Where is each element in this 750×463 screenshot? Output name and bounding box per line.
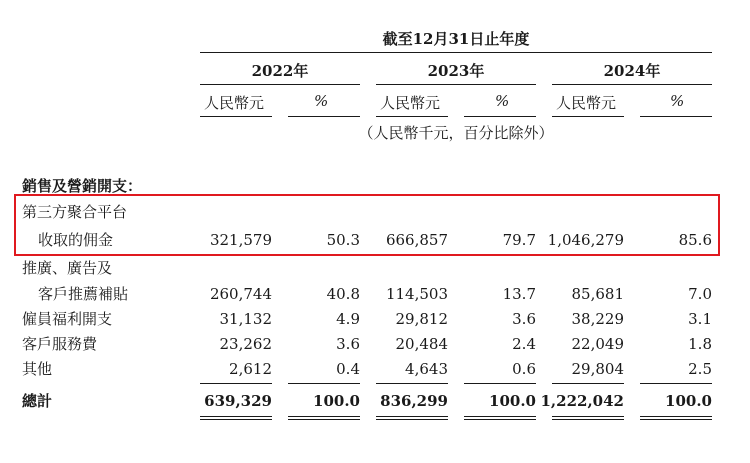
total-double-rule [552,419,624,420]
total-double-rule [200,419,272,420]
pct-2024: 2.5 [688,360,712,378]
pct-2023: 2.4 [512,335,536,353]
value-2022: 2,612 [229,360,272,378]
value-2023: 114,503 [385,285,448,303]
subtotal-rule [464,383,536,384]
pct-2023: 79.7 [502,231,536,249]
value-2022: 260,744 [209,285,272,303]
rule-pct-2023 [464,116,536,117]
pct-2022: 4.9 [336,310,360,328]
year-2023-rule [376,84,536,85]
pct-2022: 3.6 [336,335,360,353]
pct-2024: 3.1 [688,310,712,328]
total-value-2024: 1,222,042 [540,392,624,410]
total-double-rule [464,416,536,417]
total-double-rule [288,419,360,420]
year-2022-rule [200,84,360,85]
pct-2022: 50.3 [326,231,360,249]
total-double-rule [200,416,272,417]
total-double-rule [640,419,712,420]
pct-2024: 85.6 [678,231,712,249]
col-pct-2024: % [670,92,685,110]
value-2024: 22,049 [571,335,624,353]
row-label: 第三方聚合平台 [22,203,128,221]
value-2023: 4,643 [405,360,448,378]
col-pct-2023: % [495,92,510,110]
subtotal-rule [640,383,712,384]
section-title: 銷售及營銷開支： [22,177,143,195]
col-rmb-2023: 人民幣元 [380,94,441,112]
rule-pct-2022 [288,116,360,117]
pct-2023: 13.7 [502,285,536,303]
year-2024-header: 2024年 [603,62,661,80]
col-rmb-2024: 人民幣元 [556,94,617,112]
total-double-rule [640,416,712,417]
row-label: 僱員福利開支 [22,310,113,328]
value-2022: 321,579 [209,231,272,249]
value-2022: 23,262 [219,335,272,353]
row-label: 客戶服務費 [22,335,98,353]
total-label: 總計 [22,392,53,410]
rule-rmb-2024 [552,116,624,117]
total-pct-2023: 100.0 [489,392,536,410]
period-rule [200,52,712,53]
total-pct-2024: 100.0 [665,392,712,410]
rule-pct-2024 [640,116,712,117]
pct-2024: 1.8 [688,335,712,353]
total-double-rule [552,416,624,417]
year-2022-header: 2022年 [251,62,309,80]
total-pct-2022: 100.0 [313,392,360,410]
total-value-2022: 639,329 [204,392,272,410]
col-rmb-2022: 人民幣元 [204,94,265,112]
unit-note: （人民幣千元，百分比除外） [358,124,554,142]
subtotal-rule [200,383,272,384]
col-pct-2022: % [314,92,329,110]
value-2023: 29,812 [395,310,448,328]
period-header: 截至12月31日止年度 [382,30,530,48]
rule-rmb-2022 [200,116,272,117]
total-value-2023: 836,299 [380,392,448,410]
value-2022: 31,132 [219,310,272,328]
pct-2023: 0.6 [512,360,536,378]
value-2024: 38,229 [571,310,624,328]
value-2024: 85,681 [571,285,624,303]
subtotal-rule [552,383,624,384]
row-label: 其他 [22,360,53,378]
value-2024: 1,046,279 [547,231,624,249]
rule-rmb-2023 [376,116,448,117]
value-2024: 29,804 [571,360,624,378]
year-2024-rule [552,84,712,85]
value-2023: 20,484 [395,335,448,353]
subtotal-rule [288,383,360,384]
value-2023: 666,857 [385,231,448,249]
pct-2024: 7.0 [688,285,712,303]
row-label-cont: 收取的佣金 [38,231,114,249]
row-label: 推廣、廣告及 [22,259,113,277]
pct-2022: 40.8 [326,285,360,303]
total-double-rule [376,419,448,420]
total-double-rule [288,416,360,417]
total-double-rule [464,419,536,420]
year-2023-header: 2023年 [427,62,485,80]
pct-2023: 3.6 [512,310,536,328]
total-double-rule [376,416,448,417]
pct-2022: 0.4 [336,360,360,378]
row-label-cont: 客戶推薦補貼 [38,285,129,303]
subtotal-rule [376,383,448,384]
